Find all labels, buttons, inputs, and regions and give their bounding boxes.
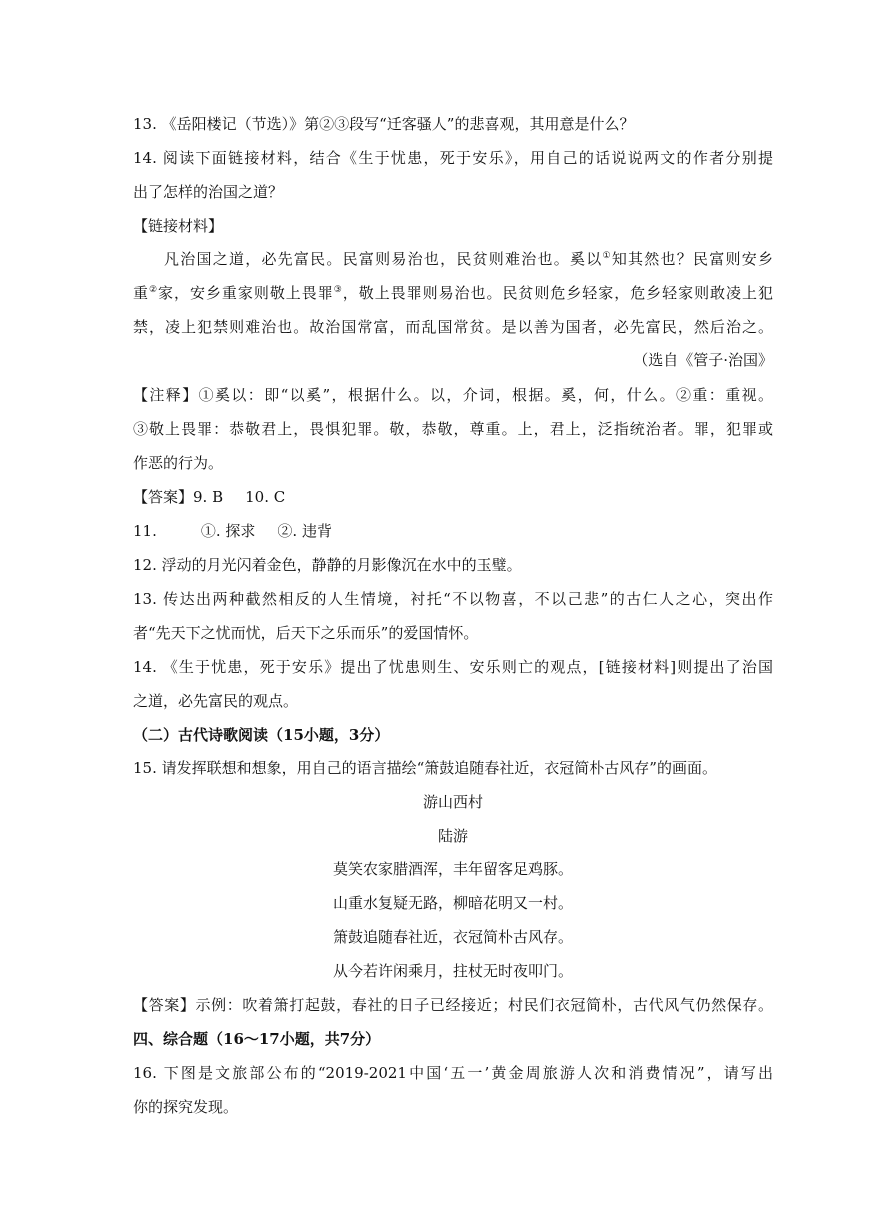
answer-14-line-1: 14. 《生于忧患，死于安乐》提出了忧患则生、安乐则亡的观点，[链接材料]则提出了治国 — [133, 658, 773, 676]
question-14-line-1: 14. 阅读下面链接材料，结合《生于忧患，死于安乐》，用自己的话说说两文的作者分别提 — [133, 149, 773, 167]
link-material-header: 【链接材料】 — [133, 217, 224, 235]
answer-14-line-2: 之道，必先富民的观点。 — [133, 692, 299, 710]
passage-line-1: 凡治国之道，必先富民。民富则易治也，民贫则难治也。奚以①知其然也？民富则安乡 — [164, 250, 773, 268]
passage-line-3: 禁，凌上犯禁则难治也。故治国常富，而乱国常贫。是以善为国者，必先富民，然后治之。 — [133, 318, 773, 336]
poem-line-2: 山重水复疑无路，柳暗花明又一村。 — [332, 894, 573, 912]
poem-line-3: 箫鼓追随春社近，衣冠简朴古风存。 — [332, 928, 573, 946]
question-15: 15. 请发挥联想和想象，用自己的语言描绘“箫鼓追随春社近，衣冠简朴古风存”的画面。 — [133, 759, 717, 777]
answer-15: 【答案】示例：吹着箫打起鼓，春社的日子已经接近；村民们衣冠简朴，古代风气仍然保存。 — [133, 996, 773, 1014]
footnote-marker-1: ① — [602, 251, 612, 261]
poem-line-1: 莫笑农家腊酒浑，丰年留客足鸡豚。 — [332, 860, 573, 878]
question-16-line-1: 16. 下图是文旅部公布的“2019-2021中国‘五一’黄金周旅游人次和消费情况”，请写出 — [133, 1064, 773, 1082]
section-2-title: （二）古代诗歌阅读（15小题，3分） — [133, 726, 390, 744]
answer-13-line-2: 者“先天下之忧而忧，后天下之乐而乐”的爱国情怀。 — [133, 624, 479, 642]
answer-11: 11. ①. 探求 ②. 违背 — [133, 522, 332, 540]
question-13: 13. 《岳阳楼记（节选）》第②③段写“迁客骚人”的悲喜观，其用意是什么？ — [133, 115, 635, 133]
notes-line-3: 作恶的行为。 — [133, 454, 224, 472]
footnote-marker-3: ③ — [333, 285, 343, 295]
notes-line-2: ③敬上畏罪：恭敬君上，畏惧犯罪。敬，恭敬，尊重。上，君上，泛指统治者。罪，犯罪或 — [133, 420, 773, 438]
poem-line-4: 从今若许闲乘月，拄杖无时夜叩门。 — [332, 962, 573, 980]
notes-line-1: 【注释】①奚以：即“以奚”，根据什么。以，介词，根据。奚，何，什么。②重：重视。 — [133, 386, 773, 404]
question-14-line-2: 出了怎样的治国之道？ — [133, 183, 284, 201]
answer-9-10: 【答案】9. B 10. C — [133, 488, 286, 506]
poem-author: 陆游 — [437, 827, 468, 845]
passage-line-2: 重②家，安乡重家则敬上畏罪③，敬上畏罪则易治也。民贫则危乡轻家，危乡轻家则敢凌上犯 — [133, 284, 773, 302]
poem-title: 游山西村 — [422, 793, 483, 811]
question-16-line-2: 你的探究发现。 — [133, 1098, 239, 1116]
answer-13-line-1: 13. 传达出两种截然相反的人生情境，衬托“不以物喜，不以己悲”的古仁人之心，突出作 — [133, 590, 773, 608]
answer-12: 12. 浮动的月光闪着金色，静静的月影像沉在水中的玉璧。 — [133, 556, 522, 574]
section-4-title: 四、综合题（16～17小题，共7分） — [133, 1030, 381, 1048]
passage-source: （选自《管子·治国》 — [633, 351, 773, 369]
footnote-marker-2: ② — [148, 285, 159, 295]
